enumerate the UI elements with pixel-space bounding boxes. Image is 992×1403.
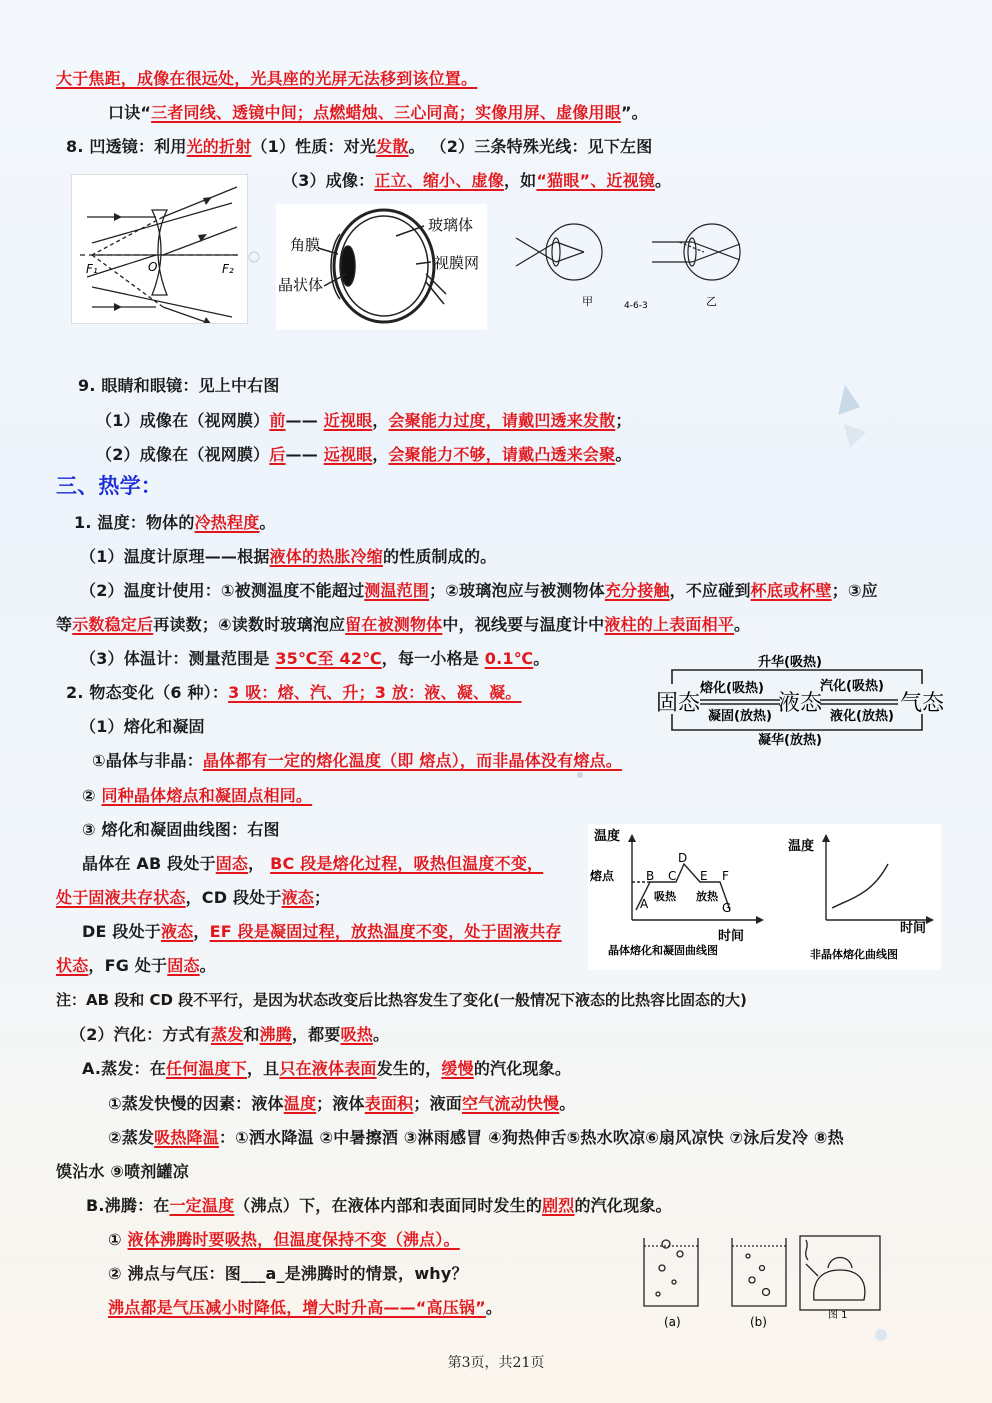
highlighted-answer: 0.1℃ <box>484 649 534 668</box>
decorative-dot <box>247 250 261 264</box>
highlighted-answer: 发散 <box>376 137 409 156</box>
concave-lens-figure <box>71 174 248 324</box>
decorative-shape <box>838 420 868 450</box>
sublimation-label: 升华(吸热) <box>758 655 822 670</box>
text-span: （2）汽化：方式有 <box>70 1025 211 1044</box>
text-span: ， <box>193 922 210 941</box>
retina-label: 视膜网 <box>434 254 480 272</box>
text-span: 。 <box>485 1298 503 1317</box>
eye-a-label: 甲 <box>582 295 593 308</box>
text-line <box>78 375 280 397</box>
text-span: 的汽化现象。 <box>473 1059 572 1078</box>
text-span: 。 <box>734 615 751 634</box>
text-span: ；③应 <box>831 581 878 600</box>
text-span: 9. 眼睛和眼镜：见上中右图 <box>78 376 280 395</box>
beaker-a-label: (a) <box>664 1315 681 1329</box>
highlighted-answer: 会聚能力过度，请戴凹透来发散 <box>388 411 616 430</box>
highlighted-answer: 处于固液共存状态 <box>56 888 186 907</box>
highlighted-answer: 前 <box>269 411 286 430</box>
text-line <box>108 102 648 124</box>
highlighted-answer: 测温范围 <box>364 581 430 600</box>
text-span: （沸点）下，在液体内部和表面同时发生的 <box>234 1196 543 1215</box>
text-span: ①晶体与非晶： <box>92 751 203 770</box>
text-line <box>108 1127 844 1149</box>
text-line <box>56 887 330 909</box>
text-line <box>86 1195 672 1217</box>
x-axis-label: 时间 <box>900 921 927 936</box>
text-line <box>82 819 280 841</box>
eye-anatomy-figure <box>276 204 487 330</box>
y-axis-label: 温度 <box>594 829 621 844</box>
highlighted-answer: 三者同线、透镜中间；点燃蜡烛、三心同高；实像用屏、虚像用眼 <box>151 103 621 122</box>
highlighted-answer: 状态 <box>56 956 89 975</box>
text-span: 馍沾水 ⑨喷剂罐凉 <box>56 1162 189 1181</box>
highlighted-answer: 晶体都有一定的熔化温度（即 熔点），而非晶体没有熔点。 <box>202 751 622 770</box>
highlighted-answer: 沸点都是气压减小时降低，增大时升高——“高压锅” <box>108 1298 486 1317</box>
state-gas: 气态 <box>900 691 944 716</box>
text-line <box>96 444 632 466</box>
highlighted-answer: 充分接触 <box>604 581 670 600</box>
text-span: 的性质制成的。 <box>382 547 497 566</box>
y-axis-label: 温度 <box>788 839 815 854</box>
text-span: ， <box>248 854 271 873</box>
liquefaction-label: 液化(放热) <box>830 709 894 724</box>
text-span: ，且 <box>246 1059 280 1078</box>
text-span: 。 <box>372 1025 390 1044</box>
melting-curves-figure <box>588 824 941 970</box>
text-line <box>108 1093 575 1115</box>
highlighted-answer: 固态 <box>215 854 249 873</box>
text-span: 晶体在 AB 段处于 <box>82 854 216 873</box>
melting-point-label: 熔点 <box>590 869 615 883</box>
text-span: ② 沸点与气压：图___a_是沸腾时的情景，why？ <box>108 1264 468 1283</box>
x-axis-label: 时间 <box>718 929 745 944</box>
highlighted-answer: 远视眼 <box>323 445 373 464</box>
text-span: 8. 凹透镜：利用 <box>66 137 187 156</box>
text-span: （3）体温计：测量范围是 <box>80 649 276 668</box>
highlighted-answer: 同种晶体熔点和凝固点相同。 <box>101 786 313 805</box>
text-span: ：①洒水降温 ②中暑擦酒 ③淋雨感冒 ④狗热伸舌⑤热水吹凉⑥扇风凉快 ⑦泳后发冷 ⑧热 <box>218 1128 844 1147</box>
highlighted-answer: 液体的热胀冷缩 <box>269 547 383 566</box>
text-span: （2）温度计使用：①被测温度不能超过 <box>80 581 365 600</box>
focus-label: F₂ <box>222 262 234 276</box>
text-span: ，每一小格是 <box>381 649 485 668</box>
highlighted-answer: 一定温度 <box>169 1196 235 1215</box>
text-span: 发生的， <box>376 1059 442 1078</box>
text-span: ① <box>108 1230 128 1249</box>
text-span: （3）成像： <box>282 171 375 190</box>
highlighted-answer: BC 段是熔化过程，吸热但温度不变， <box>270 854 544 873</box>
text-span: A.蒸发：在 <box>82 1059 166 1078</box>
text-span: ； <box>314 888 331 907</box>
text-span: B.沸腾：在 <box>86 1196 170 1215</box>
highlighted-answer: 液柱的上表面相平 <box>604 615 734 634</box>
text-line <box>108 1263 468 1285</box>
text-span: 。 <box>615 445 632 464</box>
text-line <box>56 989 747 1011</box>
text-span: ， <box>372 411 389 430</box>
text-line <box>92 750 622 772</box>
text-span: 再读数；④读数时玻璃泡应 <box>153 615 346 634</box>
text-line <box>82 785 312 807</box>
text-span: （1）熔化和凝固 <box>80 717 205 736</box>
text-line <box>56 955 216 977</box>
highlighted-answer: 近视眼 <box>323 411 373 430</box>
highlighted-answer: 空气流动快慢 <box>461 1094 560 1113</box>
text-span: 注：AB 段和 CD 段不平行，是因为状态改变后比热容发生了变化(一般情况下液态的比热容比固态的大) <box>56 991 747 1009</box>
highlighted-answer: 表面积 <box>364 1094 414 1113</box>
text-line <box>82 1058 571 1080</box>
focus-label: F₁ <box>86 262 98 276</box>
text-line <box>56 68 477 90</box>
state-solid: 固态 <box>656 691 701 716</box>
text-span: 等 <box>56 615 73 634</box>
eye-b-label: 乙 <box>706 295 717 308</box>
text-line <box>66 682 522 704</box>
text-span: ； <box>615 411 632 430</box>
text-span: 和 <box>243 1025 260 1044</box>
text-line <box>56 614 750 636</box>
highlighted-answer: EF 段是凝固过程，放热温度不变，处于固液共存 <box>209 922 562 941</box>
point-c: C <box>668 869 677 883</box>
highlighted-answer: 任何温度下 <box>165 1059 247 1078</box>
text-line <box>82 921 562 943</box>
absorb-label: 吸热 <box>654 890 676 903</box>
text-span: ；液体 <box>316 1094 365 1113</box>
highlighted-answer: 留在被测物体 <box>345 615 443 634</box>
deposition-label: 凝华(放热) <box>758 733 822 748</box>
solidification-label: 凝固(放热) <box>708 709 772 724</box>
highlighted-answer: 只在液体表面 <box>279 1059 377 1078</box>
kettle-label: 图 1 <box>828 1310 848 1321</box>
decorative-shape <box>830 385 860 415</box>
beaker-b-label: (b) <box>750 1315 767 1329</box>
text-line <box>56 1161 189 1183</box>
highlighted-answer: 示数稳定后 <box>72 615 154 634</box>
highlighted-answer: 杯底或杯壁 <box>750 581 832 600</box>
highlighted-answer: 吸热 <box>340 1025 373 1044</box>
point-g: G <box>722 901 732 915</box>
cornea-label: 角膜 <box>290 236 321 254</box>
highlighted-answer: 温度 <box>283 1094 317 1113</box>
highlighted-answer: 后 <box>269 445 286 464</box>
text-span: ①蒸发快慢的因素：液体 <box>108 1094 284 1113</box>
text-span: 。 <box>655 171 672 190</box>
text-span: 。 <box>199 956 216 975</box>
boiling-figure <box>636 1232 882 1332</box>
text-span: 三、热学： <box>56 474 162 498</box>
point-f: F <box>722 869 729 883</box>
melting-label: 熔化(吸热) <box>700 681 764 696</box>
text-span: （1）成像在（视网膜） <box>96 411 270 430</box>
text-span: 。 <box>259 513 276 532</box>
text-span: ，如 <box>503 171 537 190</box>
vitreous-label: 玻璃体 <box>428 216 474 234</box>
state-liquid: 液态 <box>778 691 823 716</box>
crystal-caption: 晶体熔化和凝固曲线图 <box>608 944 718 957</box>
text-line <box>80 546 496 568</box>
point-b: B <box>646 869 655 883</box>
highlighted-answer: 会聚能力不够，请戴凸透来会聚 <box>388 445 616 464</box>
highlighted-answer: 缓慢 <box>441 1059 474 1078</box>
highlighted-answer: 剧烈 <box>542 1196 575 1215</box>
highlighted-answer: 液态 <box>281 888 315 907</box>
text-line <box>66 136 652 158</box>
highlighted-answer: 固态 <box>167 956 200 975</box>
highlighted-answer: 吸热降温 <box>154 1128 219 1147</box>
point-a: A <box>640 897 649 911</box>
text-line <box>80 648 549 670</box>
text-span: DE 段处于 <box>82 922 161 941</box>
page-footer: 第3页，共21页 <box>447 1355 545 1371</box>
highlighted-answer: “猫眼”、近视镜 <box>536 171 655 190</box>
lens-crystal-label: 晶状体 <box>278 276 324 294</box>
figure-code: 4-6-3 <box>624 301 648 311</box>
eye-rays-figure <box>514 212 750 312</box>
text-span: —— <box>285 445 324 464</box>
text-span: 。 <box>559 1094 576 1113</box>
text-line <box>108 1229 460 1251</box>
center-label: O <box>148 260 158 274</box>
text-span: 中，视线要与温度计中 <box>442 615 605 634</box>
text-span: （1）性质：对光 <box>251 137 377 156</box>
text-line <box>80 716 205 738</box>
highlighted-answer: 正立、缩小、虚像 <box>374 171 504 190</box>
highlighted-answer: 3 吸：熔、汽、升；3 放：液、凝、凝。 <box>228 683 522 702</box>
text-span: ，FG 处于 <box>88 956 168 975</box>
text-span: 的汽化现象。 <box>574 1196 672 1215</box>
section-heading <box>56 475 162 497</box>
text-line <box>82 853 543 875</box>
text-span: ，CD 段处于 <box>185 888 282 907</box>
release-label: 放热 <box>696 890 718 903</box>
text-span: ， <box>372 445 389 464</box>
highlighted-answer: 冷热程度 <box>194 513 260 532</box>
highlighted-answer: 液体沸腾时要吸热，但温度保持不变（沸点）。 <box>127 1230 460 1249</box>
text-span: —— <box>285 411 324 430</box>
highlighted-answer: 大于焦距，成像在很远处，光具座的光屏无法移到该位置。 <box>56 69 478 88</box>
highlighted-answer: 光的折射 <box>186 137 252 156</box>
highlighted-answer: 沸腾 <box>259 1025 292 1044</box>
text-span: ；液面 <box>413 1094 462 1113</box>
text-line <box>108 1297 502 1319</box>
text-line <box>80 580 878 602</box>
text-span: 。 <box>533 649 550 668</box>
text-line <box>282 170 671 192</box>
text-span: ；②玻璃泡应与被测物体 <box>429 581 605 600</box>
point-d: D <box>678 851 688 865</box>
text-span: ③ 熔化和凝固曲线图：右图 <box>82 820 280 839</box>
text-span: 2. 物态变化（6 种）： <box>66 683 229 702</box>
text-span: 口诀“ <box>108 103 152 122</box>
amorphous-caption: 非晶体熔化曲线图 <box>810 948 898 961</box>
vaporization-label: 汽化(吸热) <box>820 679 884 694</box>
text-span: ② <box>82 786 102 805</box>
text-span: ②蒸发 <box>108 1128 155 1147</box>
highlighted-answer: 液态 <box>160 922 194 941</box>
text-span: ，不应碰到 <box>669 581 751 600</box>
highlighted-answer: 蒸发 <box>210 1025 244 1044</box>
text-line <box>74 512 276 534</box>
text-span: （2）成像在（视网膜） <box>96 445 270 464</box>
point-e: E <box>700 869 708 883</box>
text-line <box>70 1024 389 1046</box>
text-span: 1. 温度：物体的 <box>74 513 195 532</box>
text-span: （1）温度计原理——根据 <box>80 547 270 566</box>
state-change-diagram <box>654 654 944 748</box>
text-span: ，都要 <box>291 1025 341 1044</box>
text-line <box>96 410 632 432</box>
highlighted-answer: 35℃至 42℃ <box>275 649 382 668</box>
text-span: ”。 <box>620 103 648 122</box>
text-span: 。 （2）三条特殊光线：见下左图 <box>408 137 653 156</box>
